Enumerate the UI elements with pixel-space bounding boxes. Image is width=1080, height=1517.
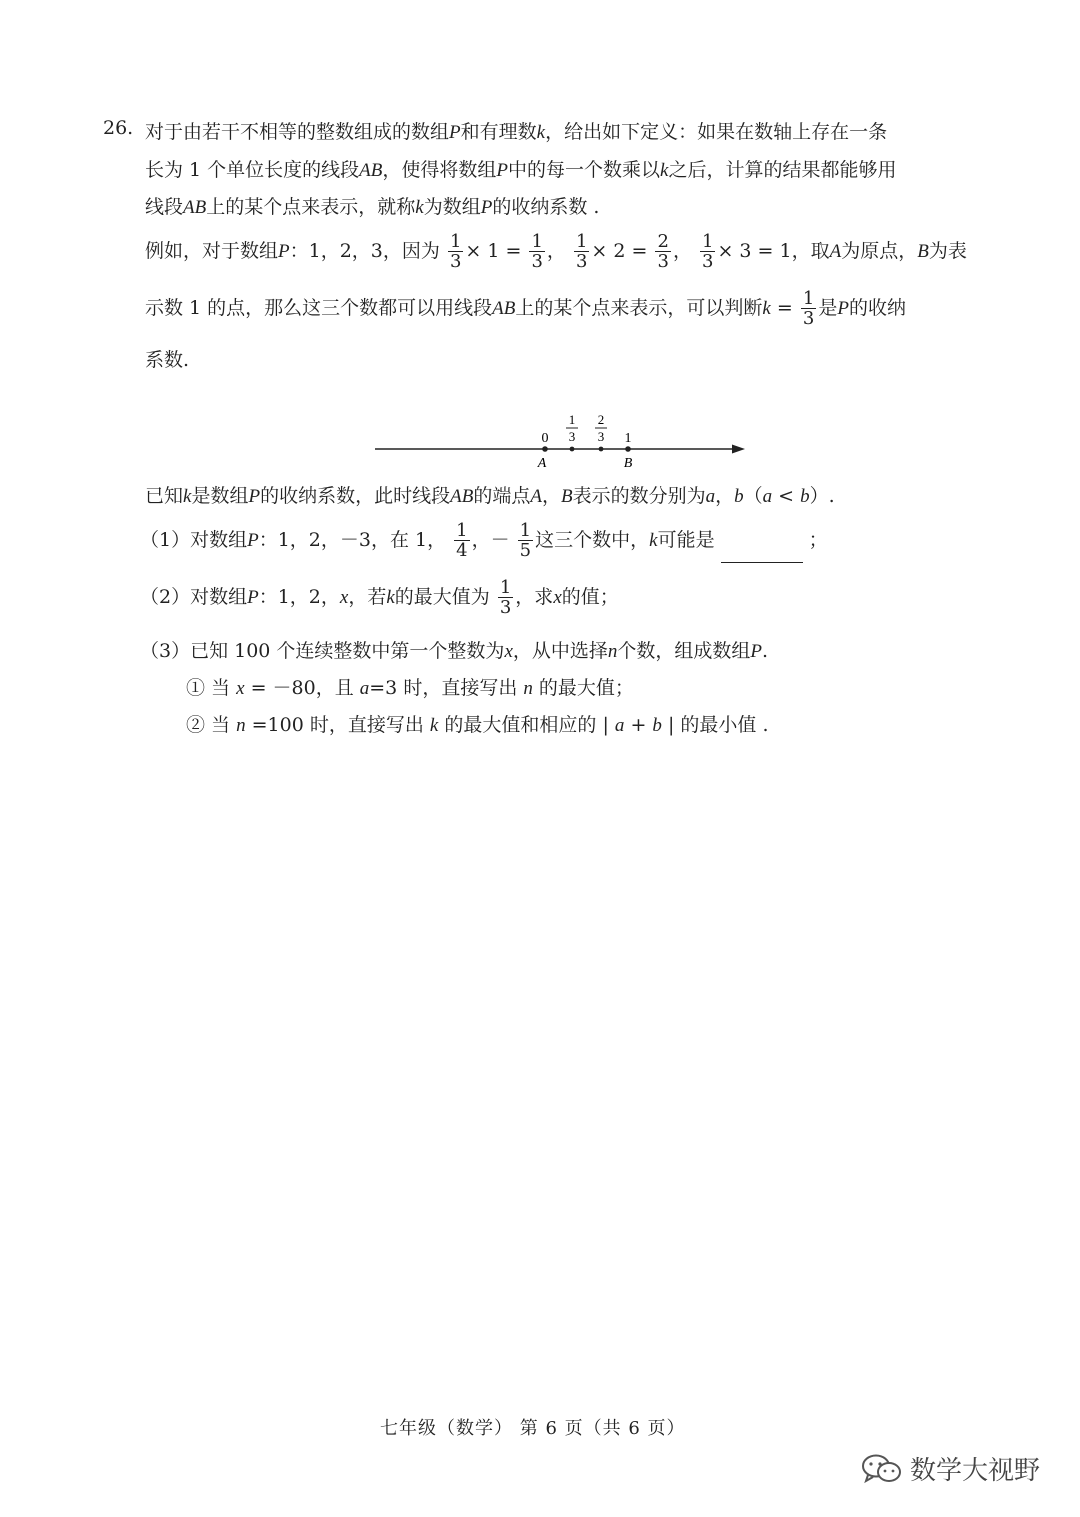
fraction: $\frac{1}{3}$ [802,288,815,329]
part-3-sub-2: ② 当 n =100 时，直接写出 k 的最大值和相应的 | a + b | 的最小值 . [186,714,769,736]
example-line-3: 系数. [145,349,190,371]
point-label-a: A [537,456,547,471]
part-3: （3）已知 100 个连续整数中第一个整数为x，从中选择n个数，组成数组P. [140,640,769,662]
number-line-diagram [0,0,1080,480]
fraction: $\frac{1}{3}$ [575,231,588,272]
watermark: 数学大视野 [860,1450,1040,1487]
frac-label-den-2: 3 [597,429,605,444]
part-1: （1）对数组P：1，2，－3，在 1， $\frac{1}{4}$ ，－ $\frac{1}{5}$ 这三个数中，k可能是 ； [140,520,828,561]
fraction: $\frac{2}{3}$ [657,231,669,272]
point-b [625,446,631,452]
frac-label-num-1: 1 [568,412,576,427]
point-a [542,446,548,452]
known-line: 已知k是数组P的收纳系数，此时线段AB的端点A，B表示的数分别为a，b（a < b）. [145,485,835,507]
example-line-1: 例如，对于数组P：1，2，3，因为 $\frac{1}{3}$ × 1 = $\frac{1}{3}$ ， $\frac{1}{3}$ × 2 = $\frac{2}{3}$ ， $\frac{1}{3}$ × 3 = 1，取A为原点，B为表 [145,231,967,272]
fraction: $\frac{1}{3}$ [702,231,714,272]
question-number: 26. [103,117,134,139]
intro-line-2: 长为 1 个单位长度的线段AB，使得将数组P中的每一个数乘以k之后，计算的结果都能够用 [145,159,897,181]
fraction: $\frac{1}{5}$ [519,520,532,561]
point-label-b: B [623,456,633,471]
fraction: $\frac{1}{4}$ [456,520,468,561]
point-two-thirds [599,447,604,452]
example-line-2: 示数 1 的点，那么这三个数都可以用线段AB上的某个点来表示，可以判断k = $\frac{1}{3}$ 是P的收纳 [145,288,906,329]
intro-line-1: 对于由若干不相等的整数组成的数组P和有理数k，给出如下定义：如果在数轴上存在一条 [145,121,888,143]
part-2: （2）对数组P：1，2，x，若k的最大值为 $\frac{1}{3}$ ，求x的值； [140,577,619,618]
intro-line-3: 线段AB上的某个点来表示，就称k为数组P的收纳系数 . [145,196,600,218]
fraction: $\frac{1}{3}$ [531,231,543,272]
tick-label-0: 0 [541,431,549,446]
axis-arrow-icon [732,445,745,454]
fraction: $\frac{1}{3}$ [499,577,512,618]
answer-blank[interactable] [721,544,803,563]
tick-label-1: 1 [624,431,632,446]
page-footer: 七年级（数学） 第 6 页（共 6 页） [380,1418,686,1439]
fraction: $\frac{1}{3}$ [449,231,462,272]
frac-label-num-2: 2 [597,412,605,427]
frac-label-den-1: 3 [568,429,576,444]
wechat-icon [860,1452,904,1486]
point-one-third [570,447,575,452]
part-3-sub-1: ① 当 x = －80，且 a=3 时，直接写出 n 的最大值； [186,677,634,699]
